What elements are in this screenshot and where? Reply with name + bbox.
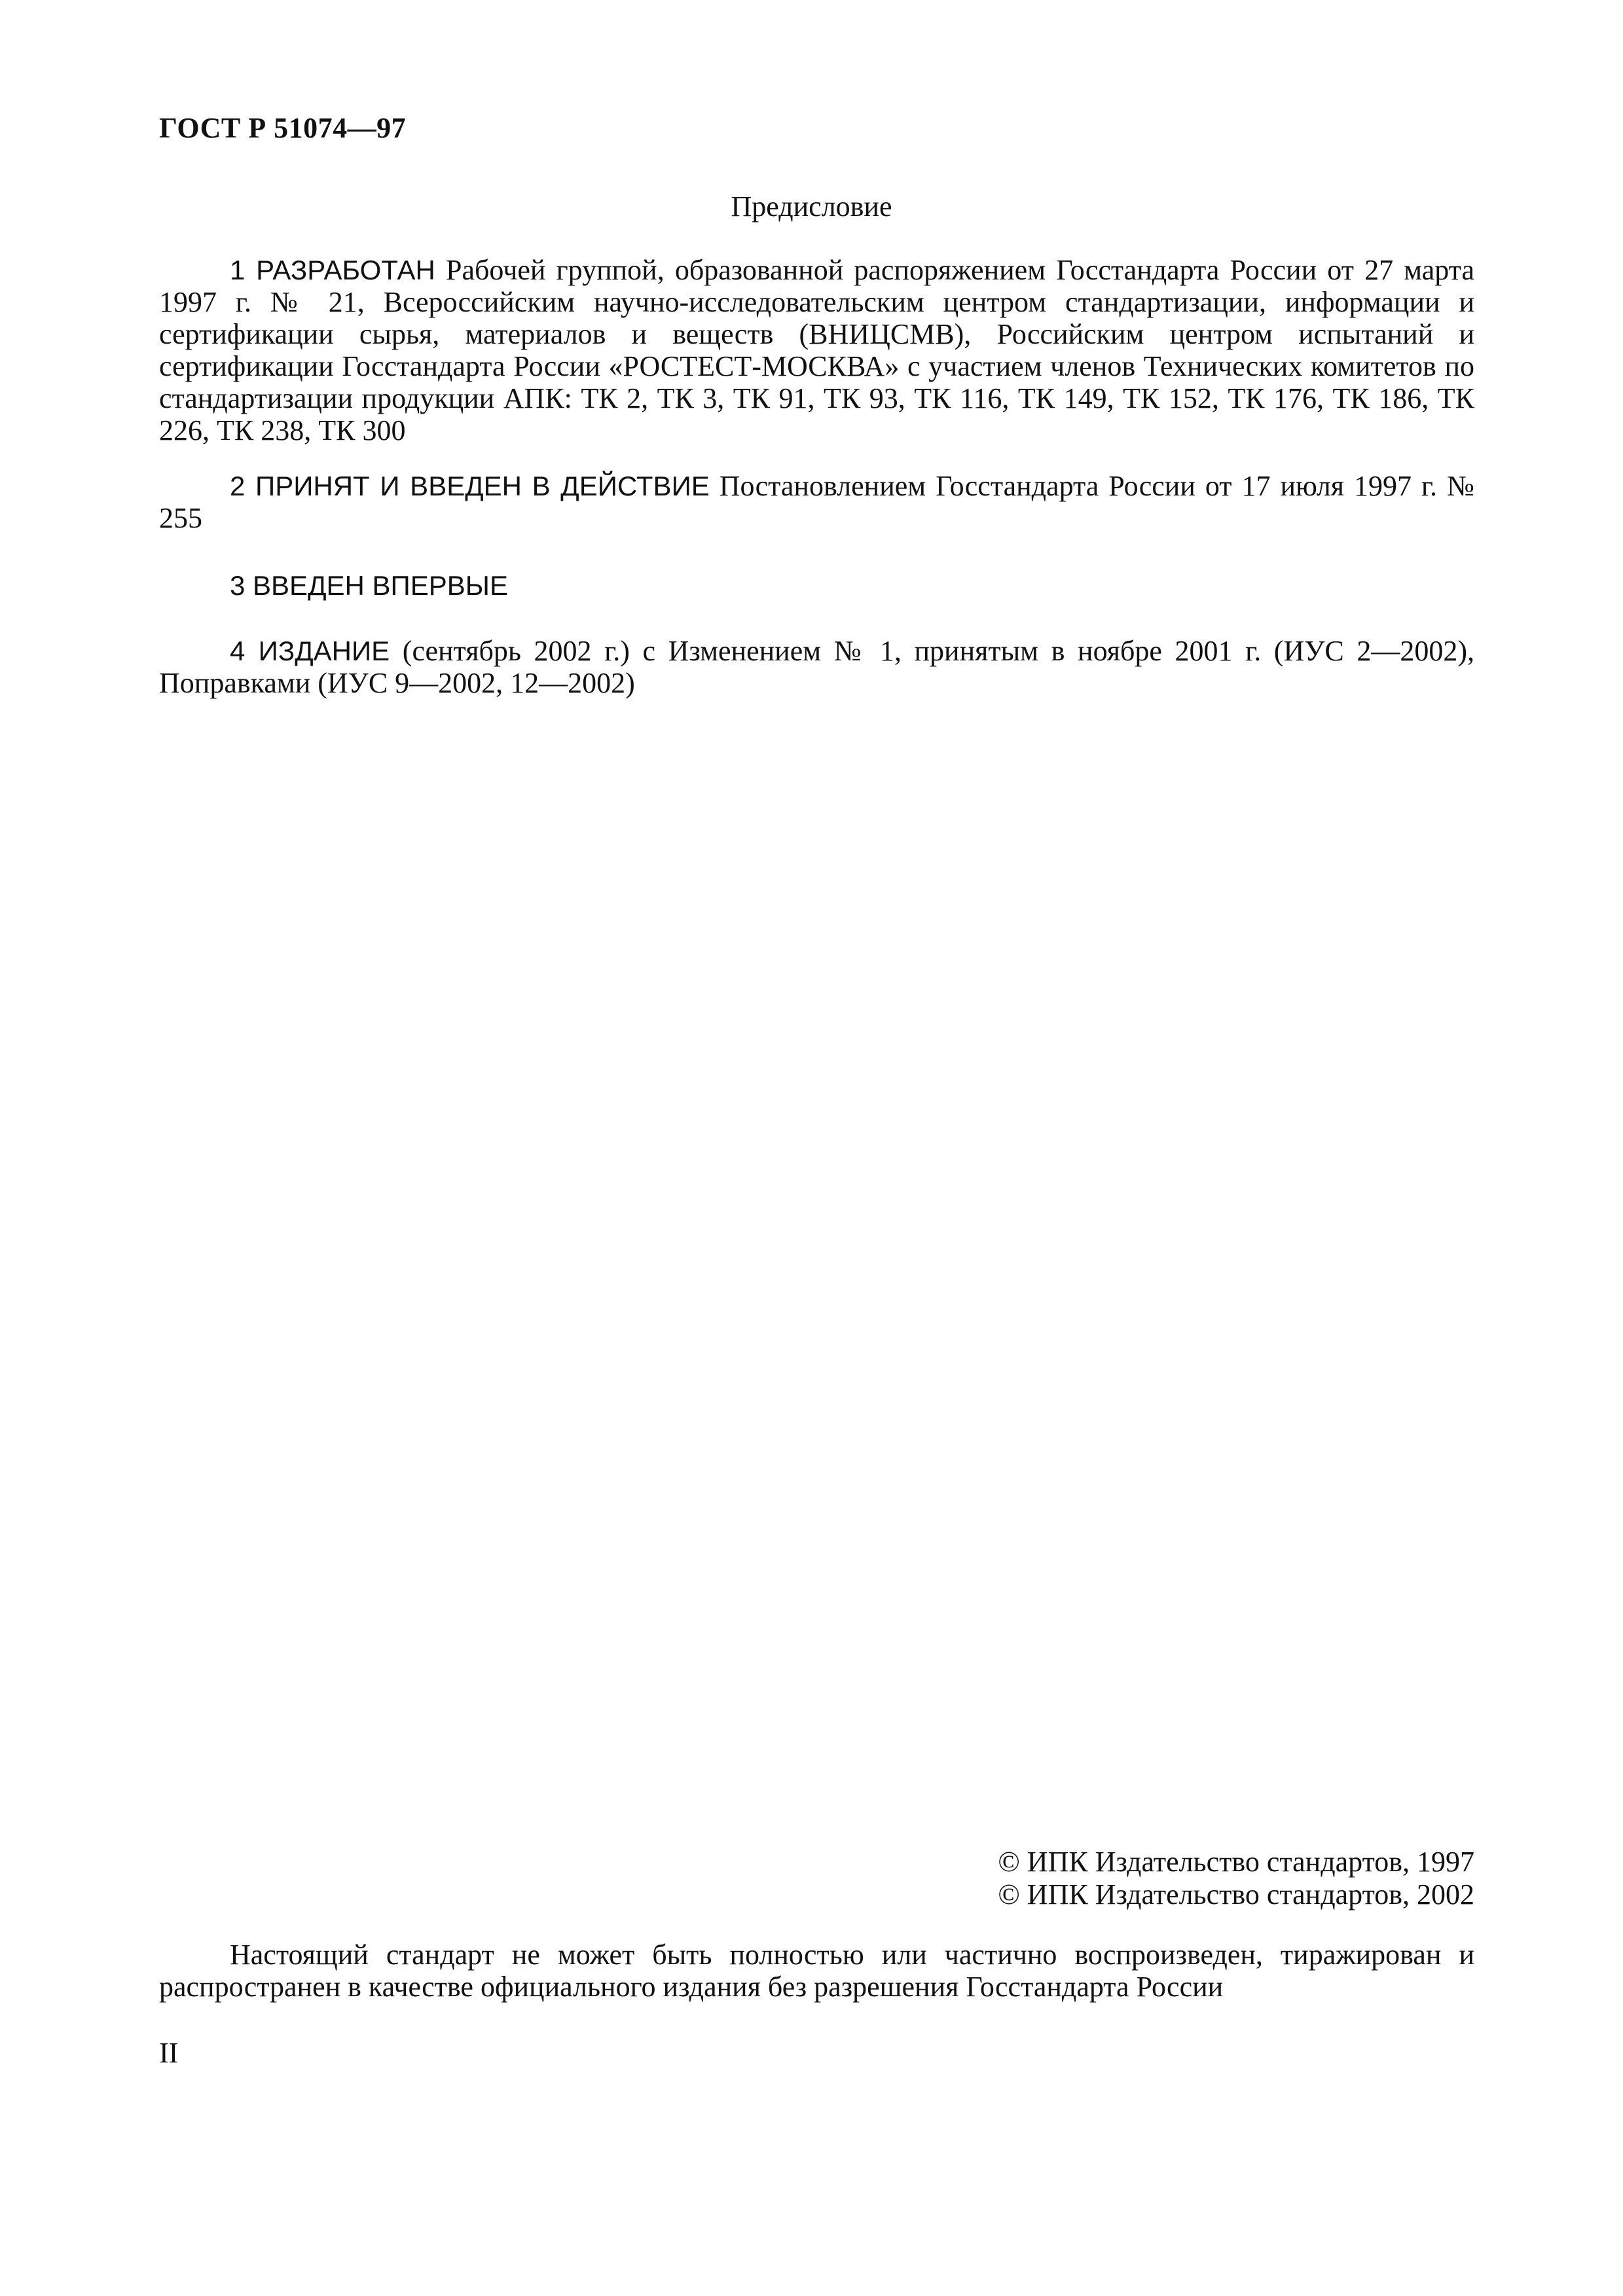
reproduction-notice: Настоящий стандарт не может быть полностью или частично воспроизведен, тиражирован и распространен в качестве официального издания без разрешения Госстандарта России <box>159 1939 1474 2003</box>
standard-code: ГОСТ Р 51074—97 <box>159 112 407 144</box>
copyright-block <box>998 1846 1474 1911</box>
page-number: II <box>159 2037 179 2069</box>
preface-item-4-text: (сентябрь 2002 г.) с Изменением № 1, принятым в ноябре 2001 г. (ИУС 2—2002), Поправками (ИУС 9—2002, 12—2002) <box>159 635 1474 699</box>
preface-item-1-lead: 1 РАЗРАБОТАН <box>230 255 435 285</box>
preface-item-2-text: Постановлением Госстандарта России от 17 июля 1997 г. № 255 <box>159 470 1474 534</box>
preface-item-1-text: Рабочей группой, образованной распоряжением Госстандарта России от 27 марта 1997 г. № 21, Всероссийским научно-исследовательским центром стандартизации, информации и сертификации сырья, материалов и веществ (ВНИЦСМВ), Российским центром испытаний и сертификации Госстандарта России «РОСТЕСТ-МОСКВА» с участием членов Технических комитетов по стандартизации продукции АПК: ТК 2, ТК 3, ТК 91, ТК 93, ТК 116, ТК 149, ТК 152, ТК 176, ТК 186, ТК 226, ТК 238, ТК 300 <box>159 254 1474 446</box>
preface-item-4 <box>159 635 1474 699</box>
preface-item-2-lead: 2 ПРИНЯТ И ВВЕДЕН В ДЕЙСТВИЕ <box>230 471 710 501</box>
preface-item-3-lead: 3 ВВЕДЕН ВПЕРВЫЕ <box>230 570 508 601</box>
copyright-line-1997: © ИПК Издательство стандартов, 1997 <box>998 1846 1474 1878</box>
preface-item-2 <box>159 470 1474 534</box>
copyright-line-2002: © ИПК Издательство стандартов, 2002 <box>998 1878 1474 1910</box>
preface-item-4-lead: 4 ИЗДАНИЕ <box>230 636 390 666</box>
preface-item-1 <box>159 254 1474 446</box>
preface-title: Предисловие <box>731 190 892 223</box>
preface-item-3 <box>159 569 1474 601</box>
